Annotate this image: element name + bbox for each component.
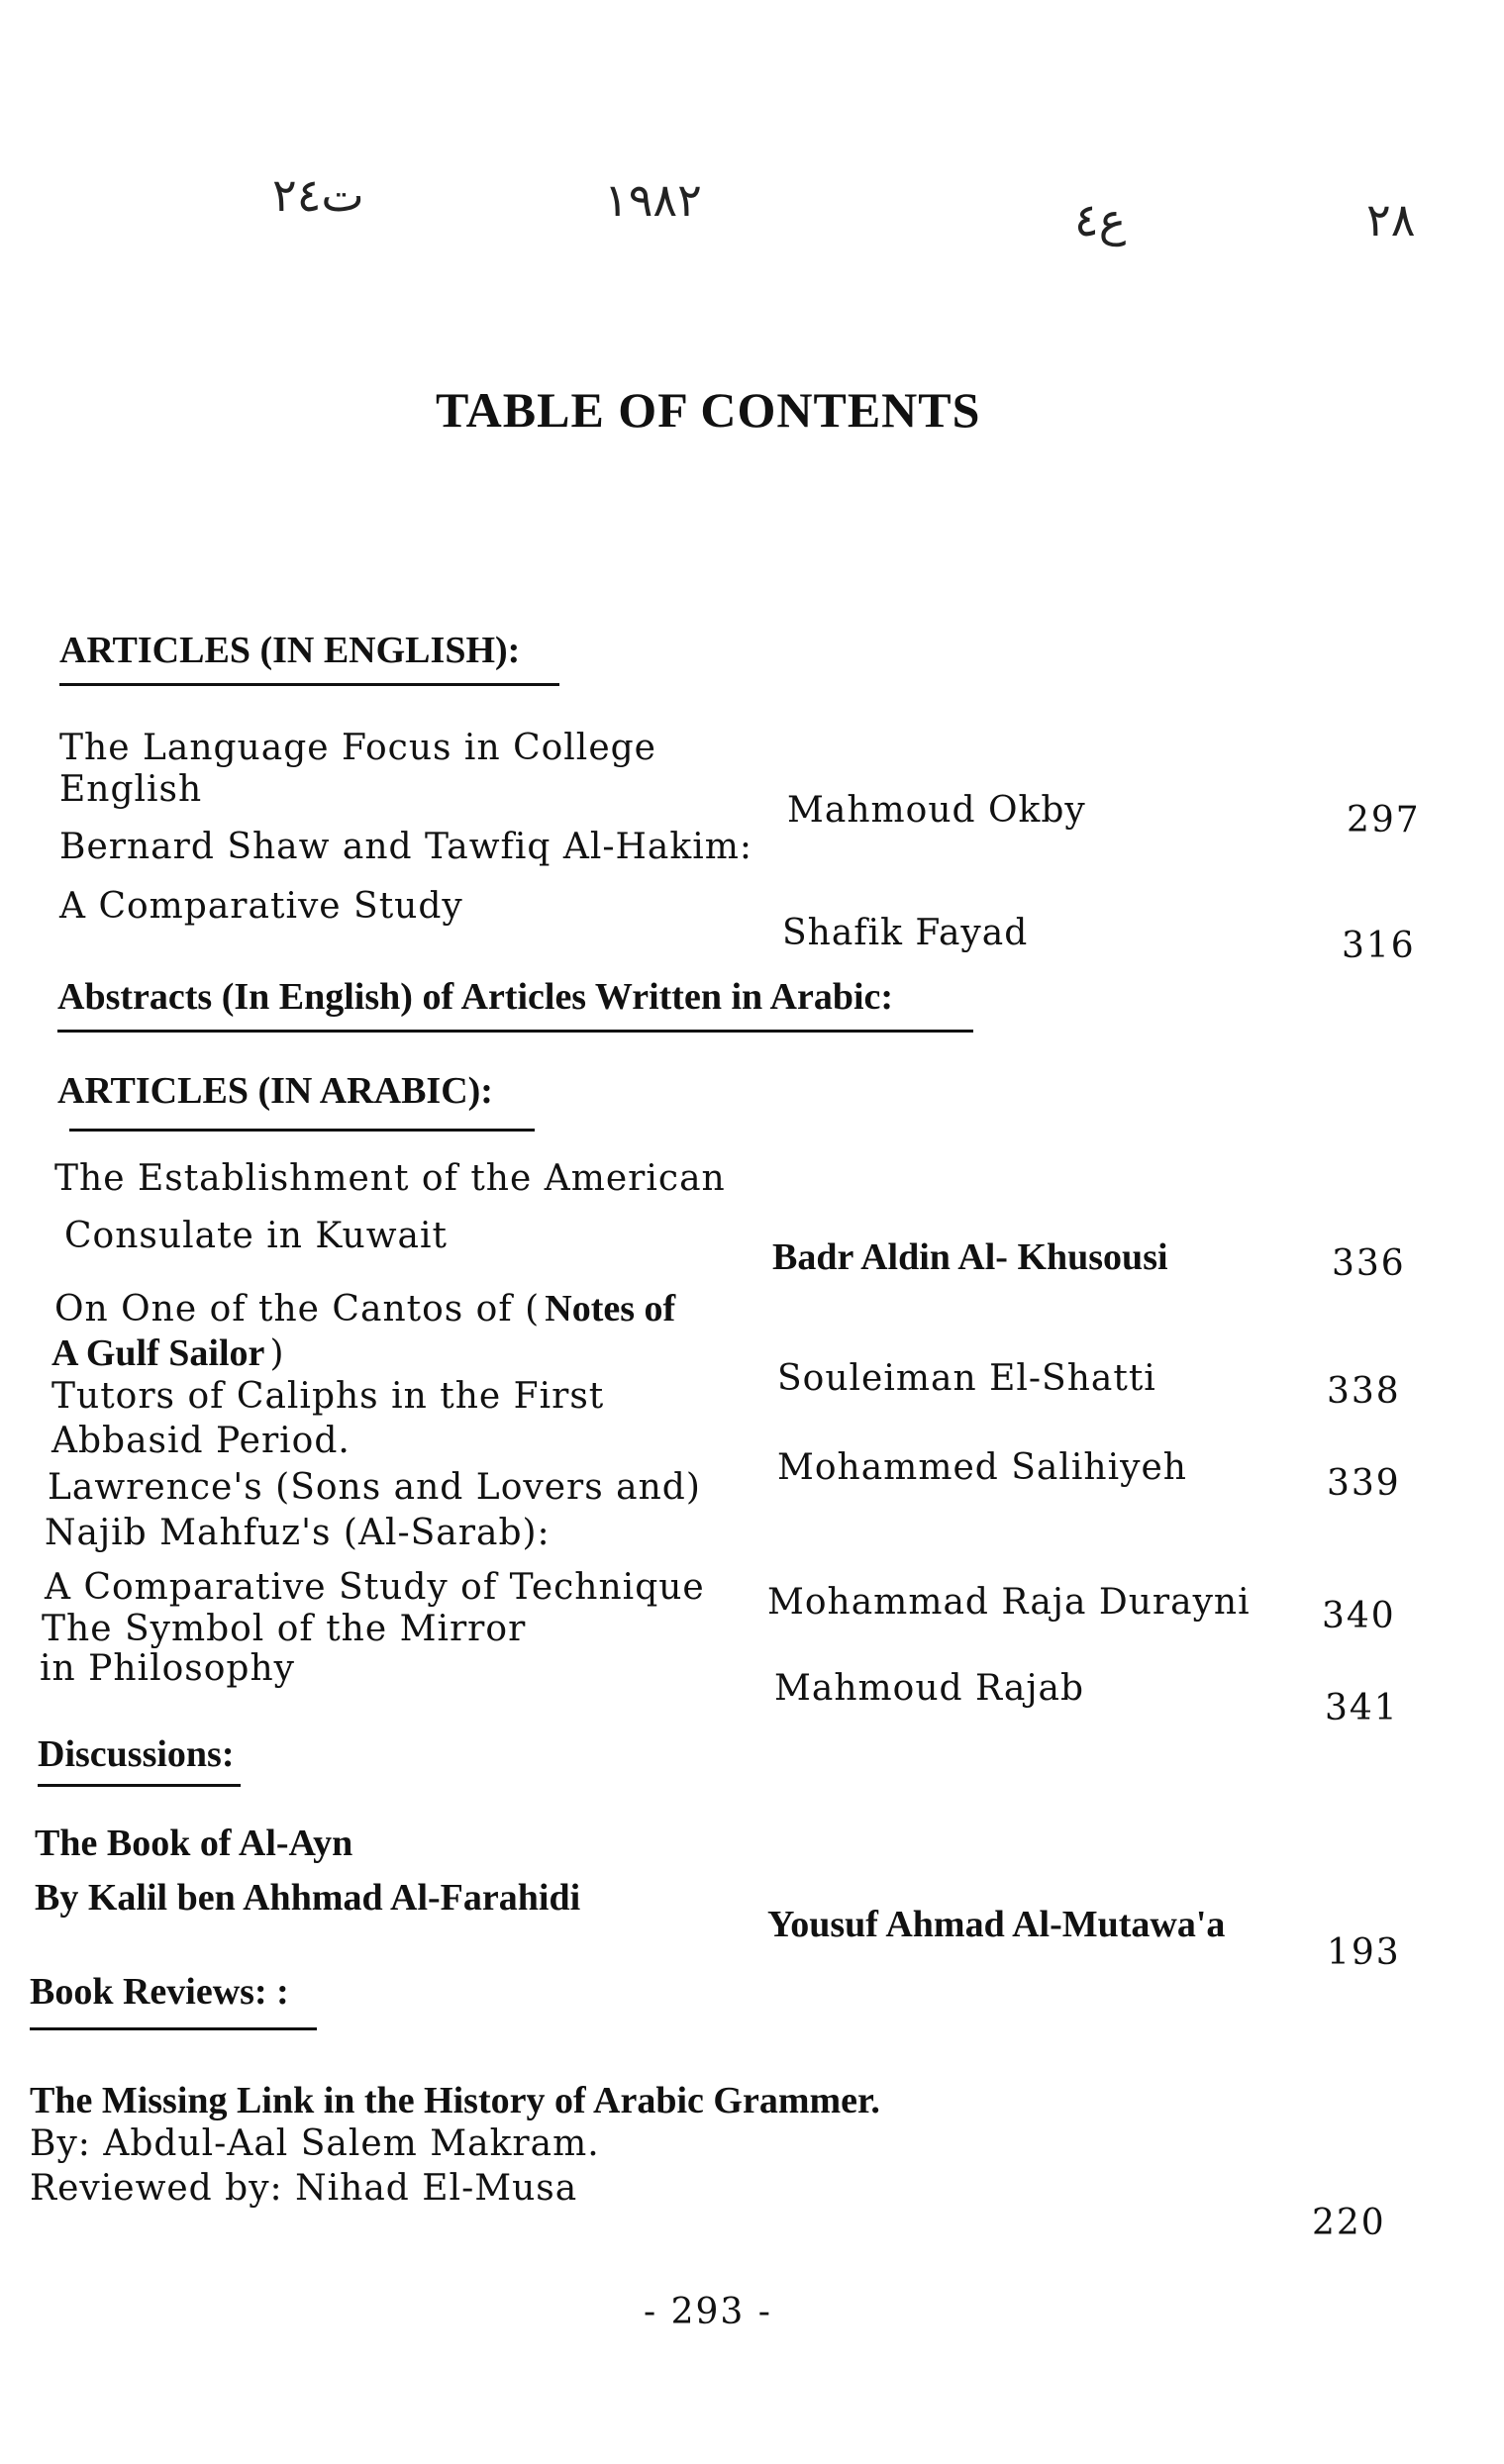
article-title: A Comparative Study of Technique: [45, 1567, 705, 1608]
handwritten-note-1: ت٢٤: [272, 168, 364, 222]
discussion-author: Yousuf Ahmad Al-Mutawa'a: [767, 1904, 1226, 1945]
article-page: 336: [1332, 1243, 1406, 1284]
underline: [38, 1784, 241, 1787]
article-author: Mahmoud Rajab: [774, 1668, 1085, 1709]
article-title: in Philosophy: [40, 1648, 295, 1689]
underline: [30, 2027, 317, 2030]
article-title: Tutors of Caliphs in the First: [51, 1376, 605, 1417]
article-title: Lawrence's (Sons and Lovers and): [48, 1467, 701, 1508]
article-title-text: ): [269, 1333, 285, 1374]
article-page: 341: [1325, 1688, 1399, 1728]
handwritten-note-3: ع٤: [1074, 193, 1127, 246]
article-title-bold: Notes of: [545, 1288, 676, 1330]
article-author: Souleiman El-Shatti: [777, 1358, 1156, 1399]
article-author: Mahmoud Okby: [787, 790, 1086, 831]
section-heading-articles-arabic: ARTICLES (IN ARABIC):: [57, 1070, 493, 1112]
article-page: 339: [1327, 1463, 1401, 1504]
article-title: [51, 1331, 285, 1375]
section-heading-book-reviews: Book Reviews: :: [30, 1971, 289, 2013]
article-title: Consulate in Kuwait: [64, 1216, 448, 1256]
discussion-title: The Book of Al-Ayn: [35, 1823, 353, 1864]
article-title: [54, 1287, 675, 1331]
article-title: The Language Focus in College: [59, 728, 656, 768]
article-title: Bernard Shaw and Tawfiq Al-Hakim:: [59, 827, 752, 867]
article-page: 338: [1327, 1371, 1401, 1412]
discussion-page: 193: [1327, 1932, 1401, 1973]
section-heading-abstracts: Abstracts (In English) of Articles Written in Arabic:: [57, 976, 894, 1018]
article-title: A Comparative Study: [59, 886, 463, 927]
article-author: Mohammed Salihiyeh: [777, 1447, 1187, 1488]
review-page: 220: [1312, 2203, 1386, 2243]
article-title: The Establishment of the American: [54, 1158, 726, 1199]
article-title: Abbasid Period.: [51, 1421, 351, 1461]
handwritten-note-4: ٢٨: [1366, 193, 1416, 246]
underline: [69, 1129, 535, 1132]
article-page: 316: [1342, 926, 1416, 966]
page-number: - 293 -: [644, 2292, 772, 2332]
review-author: By: Abdul-Aal Salem Makram.: [30, 2123, 600, 2164]
article-page: 340: [1322, 1596, 1396, 1636]
discussion-title: By Kalil ben Ahhmad Al-Farahidi: [35, 1877, 581, 1919]
article-title: The Symbol of the Mirror: [42, 1609, 527, 1649]
article-author: Shafik Fayad: [782, 913, 1029, 953]
handwritten-note-2: ١٩٨٢: [604, 173, 702, 227]
review-title: The Missing Link in the History of Arabic Grammer.: [30, 2080, 880, 2121]
article-title: English: [59, 769, 203, 810]
article-title: Najib Mahfuz's (Al-Sarab):: [45, 1513, 551, 1553]
article-author: Badr Aldin Al- Khusousi: [772, 1236, 1168, 1278]
review-reviewer: Reviewed by: Nihad El-Musa: [30, 2168, 578, 2209]
section-heading-articles-english: ARTICLES (IN ENGLISH):: [59, 630, 521, 671]
article-page: 297: [1347, 800, 1421, 840]
underline: [57, 1030, 973, 1033]
underline: [59, 683, 559, 686]
article-title-text: On One of the Cantos of (: [54, 1289, 541, 1330]
page-title: TABLE OF CONTENTS: [436, 382, 981, 438]
article-author: Mohammad Raja Durayni: [767, 1582, 1251, 1623]
section-heading-discussions: Discussions:: [38, 1733, 235, 1775]
article-title-bold: A Gulf Sailor: [51, 1332, 265, 1374]
